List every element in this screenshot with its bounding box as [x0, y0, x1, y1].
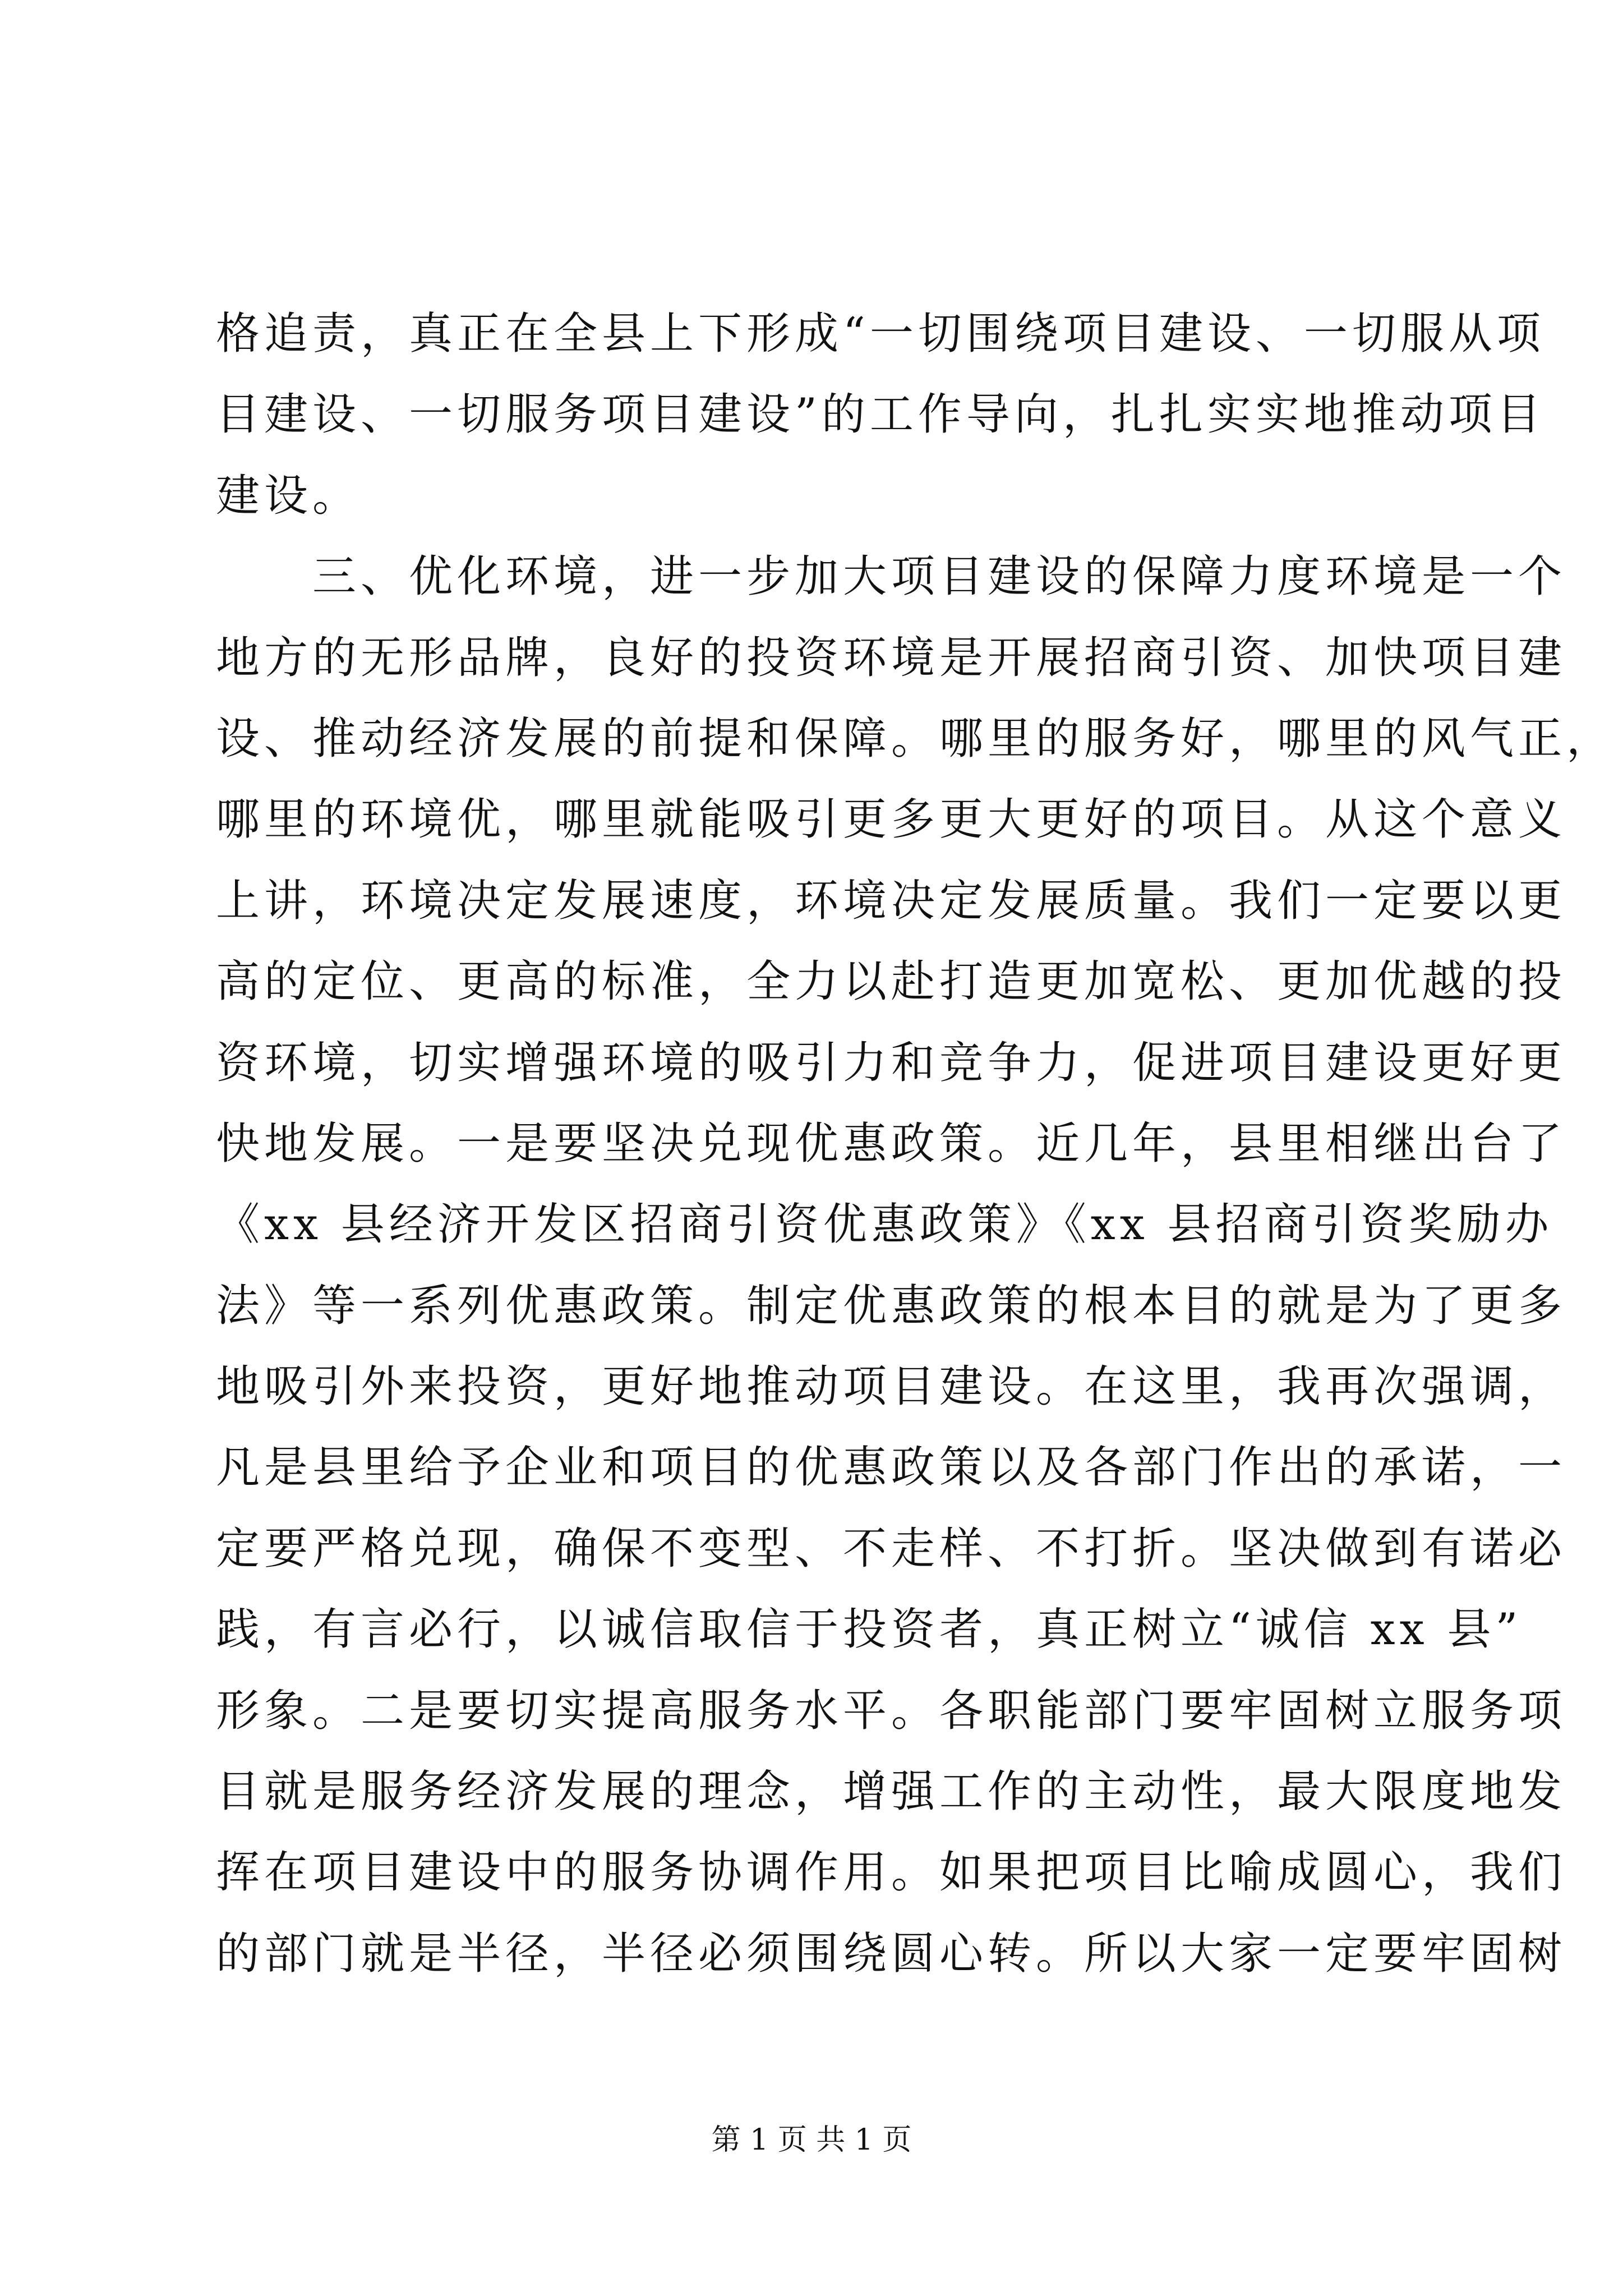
page-footer: 第 1 页 共 1 页 [711, 2123, 912, 2157]
text-line: 三、优化环境，进一步加大项目建设的保障力度环境是一个 [216, 551, 1567, 602]
text-line: 定要严格兑现，确保不变型、不走样、不打折。坚决做到有诺必 [216, 1523, 1567, 1574]
text-line: 设、推动经济发展的前提和保障。哪里的服务好，哪里的风气正， [216, 713, 1615, 764]
text-line: 高的定位、更高的标准，全力以赴打造更加宽松、更加优越的投 [216, 956, 1567, 1007]
text-line: 践，有言必行，以诚信取信于投资者，真正树立“诚信 xx 县” [216, 1604, 1523, 1655]
text-line: 目就是服务经济发展的理念，增强工作的主动性，最大限度地发 [216, 1766, 1567, 1818]
text-line: 建设。 [216, 470, 361, 521]
text-line: 目建设、一切服务项目建设”的工作导向，扎扎实实地推动项目 [216, 389, 1545, 440]
text-line: 凡是县里给予企业和项目的优惠政策以及各部门作出的承诺，一 [216, 1442, 1567, 1493]
text-line: 《xx 县经济开发区招商引资优惠政策》《xx 县招商引资奖励办 [216, 1199, 1553, 1250]
text-line: 形象。二是要切实提高服务水平。各职能部门要牢固树立服务项 [216, 1685, 1567, 1736]
text-line: 哪里的环境优，哪里就能吸引更多更大更好的项目。从这个意义 [216, 794, 1567, 845]
text-line: 地吸引外来投资，更好地推动项目建设。在这里，我再次强调， [216, 1361, 1567, 1412]
text-line: 法》等一系列优惠政策。制定优惠政策的根本目的就是为了更多 [216, 1280, 1567, 1331]
text-line: 挥在项目建设中的服务协调作用。如果把项目比喻成圆心，我们 [216, 1847, 1567, 1898]
text-line: 上讲，环境决定发展速度，环境决定发展质量。我们一定要以更 [216, 875, 1567, 926]
body-text [216, 293, 1615, 1994]
text-line: 快地发展。一是要坚决兑现优惠政策。近几年，县里相继出台了 [216, 1118, 1567, 1169]
text-line: 地方的无形品牌，良好的投资环境是开展招商引资、加快项目建 [216, 632, 1567, 683]
text-line: 的部门就是半径，半径必须围绕圆心转。所以大家一定要牢固树 [216, 1928, 1567, 1979]
text-line: 资环境，切实增强环境的吸引力和竞争力，促进项目建设更好更 [216, 1037, 1567, 1088]
text-line: 格追责，真正在全县上下形成“一切围绕项目建设、一切服从项 [216, 309, 1545, 359]
